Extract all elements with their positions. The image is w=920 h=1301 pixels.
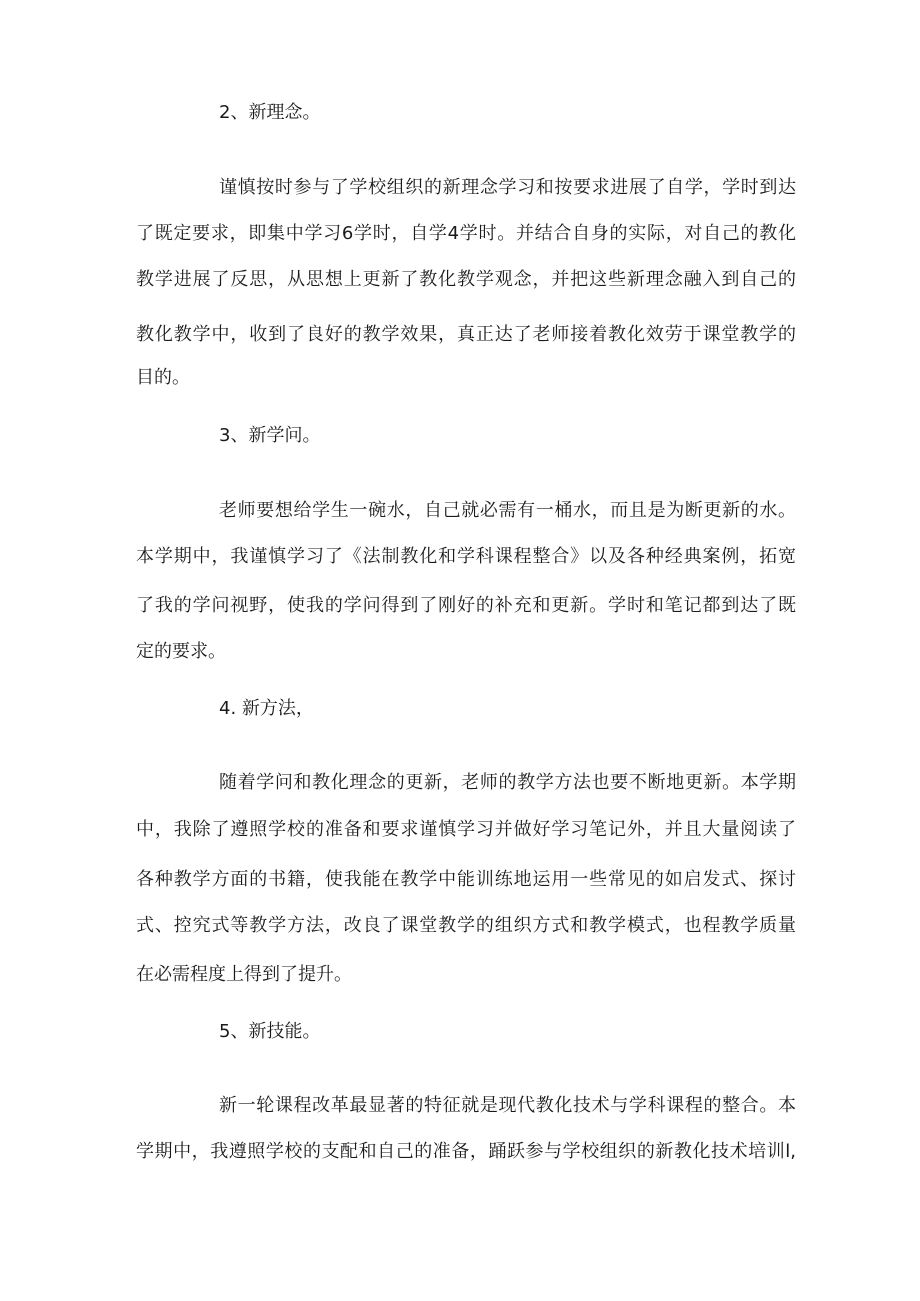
section-heading-new-knowledge: 3、新学问。 xyxy=(219,425,321,446)
paragraph-line: 随着学问和教化理念的更新，老师的教学方法也要不断地更新。本学期 xyxy=(219,772,796,793)
paragraph-line: 了我的学问视野，使我的学问得到了刚好的补充和更新。学时和笔记都到达了既 xyxy=(136,595,796,616)
paragraph-line: 教学进展了反思，从思想上更新了教化教学观念，并把这些新理念融入到自己的 xyxy=(136,269,796,290)
paragraph-line: 中，我除了遵照学校的准备和要求谨慎学习并做好学习笔记外，并且大量阅读了 xyxy=(136,819,796,840)
paragraph-line: 新一轮课程改革最显著的特征就是现代教化技术与学科课程的整合。本 xyxy=(219,1095,796,1116)
paragraph-line: 学期中，我遵照学校的支配和自己的准备，踊跃参与学校组织的新教化技术培训l, xyxy=(136,1141,796,1162)
paragraph-line: 在必需程度上得到了提升。 xyxy=(136,964,352,985)
paragraph-line: 式、控究式等教学方法，改良了课堂教学的组织方式和教学模式，也程教学质量 xyxy=(136,915,796,936)
paragraph-line: 各种教学方面的书籍，使我能在教学中能训练地运用一些常见的如启发式、探讨 xyxy=(136,869,796,890)
paragraph-line: 教化教学中，收到了良好的教学效果，真正达了老师接着教化效劳于课堂教学的 xyxy=(136,324,796,345)
paragraph-line: 定的要求。 xyxy=(136,641,226,662)
section-heading-new-methods: 4. 新方法， xyxy=(219,698,314,719)
paragraph-line: 了既定要求，即集中学习6学时，自学4学时。并结合自身的实际，对自己的教化 xyxy=(136,223,796,244)
paragraph-line: 谨慎按时参与了学校组织的新理念学习和按要求进展了自学，学时到达 xyxy=(219,177,796,198)
paragraph-line: 目的。 xyxy=(136,367,190,388)
paragraph-line: 老师要想给学生一碗水，自己就必需有一桶水，而且是为断更新的水。 xyxy=(219,500,796,521)
section-heading-new-concept: 2、新理念。 xyxy=(219,102,321,123)
section-heading-new-skills: 5、新技能。 xyxy=(219,1021,321,1042)
paragraph-line: 本学期中，我谨慎学习了《法制教化和学科课程整合》以及各种经典案例，拓宽 xyxy=(136,546,796,567)
